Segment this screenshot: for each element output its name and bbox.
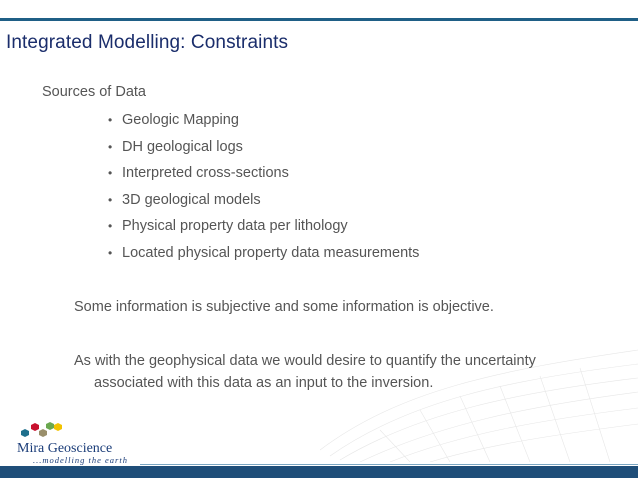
logo-hex-yellow — [54, 423, 62, 431]
slide-title: Integrated Modelling: Constraints — [6, 32, 289, 53]
paragraph-line: As with the geophysical data we would desire to quantify the uncertainty — [74, 353, 536, 369]
section-heading: Sources of Data — [42, 84, 146, 100]
bullet-text: Physical property data per lithology — [122, 218, 348, 235]
logo-hex-tan — [39, 429, 47, 437]
logo-name: Mira Geoscience — [17, 441, 113, 456]
logo-hex-teal — [21, 429, 29, 437]
bullet-item — [108, 163, 419, 190]
bullet-item — [108, 216, 419, 243]
bullet-item — [108, 137, 419, 164]
earth-mesh-watermark — [320, 330, 638, 462]
bullet-item — [108, 243, 419, 270]
bullet-item — [108, 190, 419, 217]
top-rule — [0, 18, 638, 21]
footer-bar — [0, 466, 638, 478]
bullet-icon: • — [108, 113, 113, 127]
paragraph-subjective: Some information is subjective and some information is objective. — [74, 299, 494, 315]
logo-hex-red — [31, 423, 39, 431]
bullet-list — [108, 110, 419, 270]
bullet-icon: • — [108, 166, 113, 181]
bullet-icon: • — [108, 192, 113, 207]
logo-hex-green — [46, 422, 54, 430]
bullet-icon: • — [108, 139, 113, 154]
bullet-icon: • — [108, 219, 113, 234]
bullet-text: Located physical property data measurements — [122, 244, 420, 261]
paragraph-line: associated with this data as an input to the inversion. — [94, 375, 434, 391]
bullet-text: Geologic Mapping — [122, 112, 239, 128]
bullet-item — [108, 110, 419, 137]
footer-rule — [140, 464, 638, 465]
bullet-text: 3D geological models — [122, 191, 261, 208]
logo-tagline: ...modelling the earth — [33, 455, 128, 465]
bullet-text: Interpreted cross-sections — [122, 165, 289, 182]
bullet-text: DH geological logs — [122, 138, 243, 155]
bullet-icon: • — [108, 245, 113, 260]
